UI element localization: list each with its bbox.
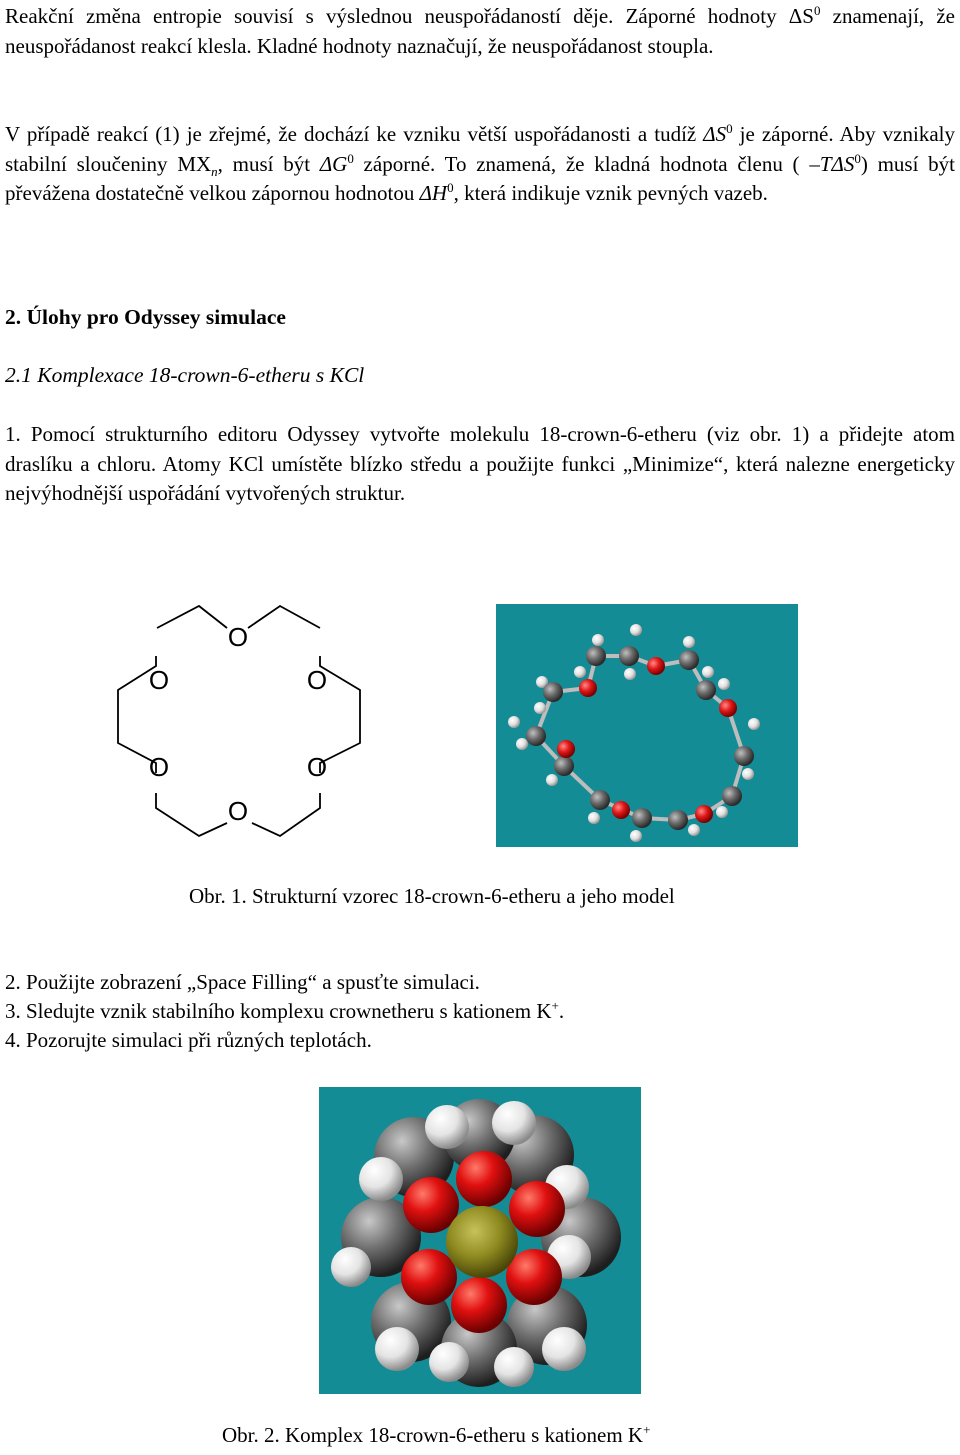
paragraph-entropy: Reakční změna entropie souvisí s výslednou neuspořádaností děje. Záporné hodnoty $\Delta S^0$ znamenají, že neuspořádanost reakcí klesla. Kladné hodnoty naznačují, že neuspořádanost stoupla.: [5, 3, 955, 58]
step-1: 1. Pomocí strukturního editoru Odyssey vytvořte molekulu 18-crown-6-etheru (viz obr. 1) a přidejte atom draslíku a chloru. Atomy KCl umístěte blízko středu a použijte funkci „Minimize“, která nalezne energeticky nejvýhodnější uspořádání vytvořených struktur.: [5, 422, 955, 505]
oxygen-label-upper-left: O: [148, 665, 170, 695]
delta-h-symbol: ΔH: [419, 181, 448, 205]
oxygen-label-bottom: O: [227, 796, 249, 826]
oxygen-label-top: O: [227, 622, 249, 652]
oxygen-label-upper-right: O: [306, 665, 328, 695]
minus-t-term: –T: [809, 151, 832, 176]
subsection-heading: 2.1 Komplexace 18-crown-6-etheru s KCl: [5, 363, 365, 387]
space-filling-complex-model: [319, 1087, 641, 1394]
step-4: 4. Pozorujte simulaci při různých teplotách.: [5, 1028, 372, 1052]
paragraph-reactions: V případě reakcí (1) je zřejmé, že dochází ke vzniku větší uspořádanosti a tudíž $\Delta S^0$ je záporné. Aby vznikaly stabilní sloučeniny $MX_n$, musí být $\Delta G^0$ záporné. To znamená, že kladná hodnota členu ( –TΔS$^0$) musí být převážena dostatečně velkou zápornou hodnotou $\Delta H^0$, která indikuje vznik pevných vazeb.: [5, 121, 955, 205]
mxn-formula: MX: [177, 151, 212, 176]
potassium-cation: [446, 1206, 518, 1278]
delta-g-symbol: ΔG: [319, 151, 348, 176]
crown-ether-ball-stick-model: [496, 604, 798, 847]
delta-s-symbol: ΔS: [788, 4, 814, 28]
oxygen-label-lower-left: O: [148, 752, 170, 782]
step-2: 2. Použijte zobrazení „Space Filling“ a spusťte simulaci.: [5, 970, 480, 994]
figure-1-caption: Obr. 1. Strukturní vzorec 18-crown-6-etheru a jeho model: [189, 884, 675, 908]
delta-s-symbol: ΔS: [703, 122, 727, 146]
crown-ether-structural-formula: [112, 598, 372, 843]
oxygen-label-lower-right: O: [306, 752, 328, 782]
figure-2-caption: Obr. 2. Komplex 18-crown-6-etheru s kationem K+: [222, 1422, 651, 1447]
superscript-zero: 0: [813, 3, 821, 18]
step-3: 3. Sledujte vznik stabilního komplexu crownetheru s kationem K+.: [5, 998, 565, 1023]
section-heading: 2. Úlohy pro Odyssey simulace: [5, 305, 286, 329]
